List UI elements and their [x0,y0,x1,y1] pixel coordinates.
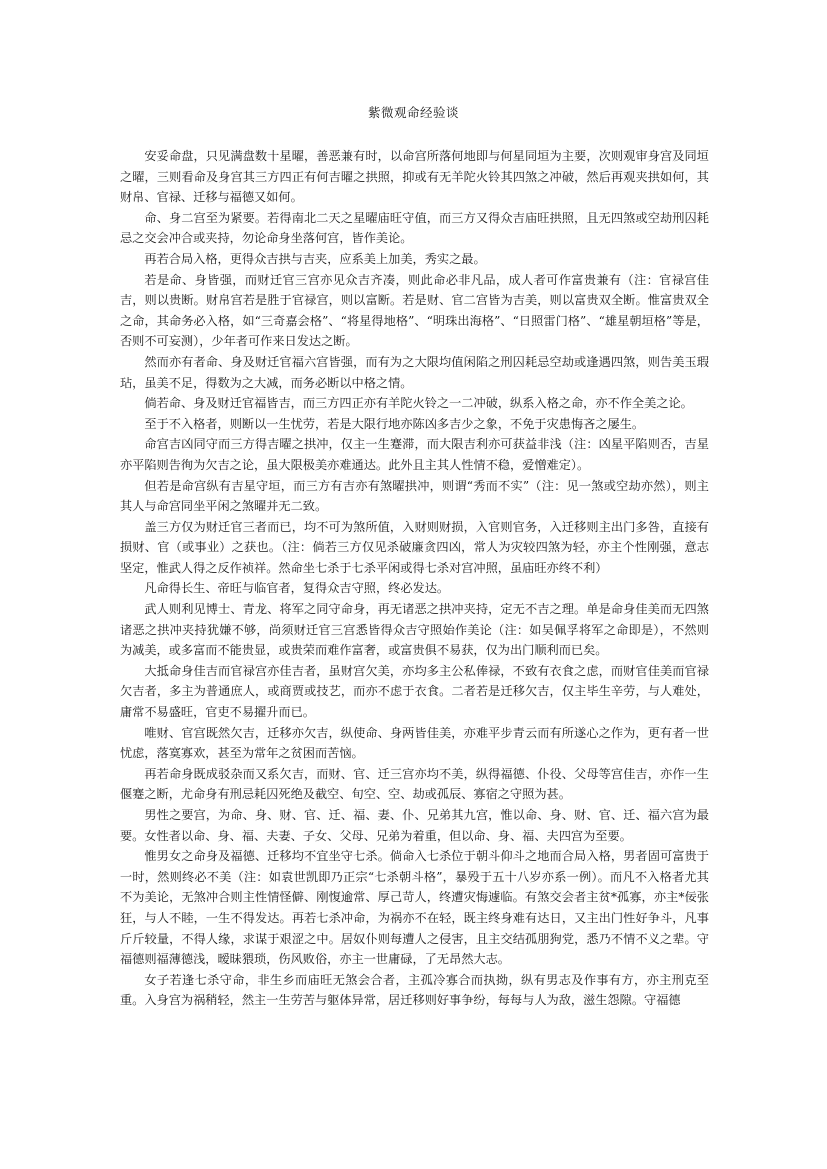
paragraph: 盖三方仅为财迁官三者而已，均不可为煞所值，入财则财损，入官则官务，入迁移则主出门多咎，直接有损财、官（或事业）之获也。（注：倘若三方仅见杀破廉贪四凶，常人为灾较四煞为轻，亦主个性刚强，意志坚定，惟武人得之反作祯祥。然命坐七杀于七杀平闲或得七杀对宫冲照，虽庙旺亦终不利） [120,519,709,575]
paragraph: 凡命得长生、帝旺与临官者，复得众吉守照，终必发达。 [144,581,450,596]
paragraph: 女子若逢七杀守命，非生乡而庙旺无煞会合者，主孤冷寡合而执拗，纵有男志及作事有方，亦主刑克至重。入身宫为祸稍轻，然主一生劳苦与躯体异常，居迁移则好事争纷，每每与人为敌，滋生怨隙。守福德 [120,972,709,1008]
paragraph: 若是命、身皆强，而财迁官三宫亦见众吉齐凑，则此命必非凡品，成人者可作富贵兼有（注：官禄宫佳吉，则以贵断。财帛宫若是胜于官禄宫，则以富断。若是财、官二宫皆为吉美，则以富贵双全断。惟富贵双全之命，其命务必入格，如“三奇嘉会格”、“将星得地格”、“明珠出海格”、“日照雷门格”、“雄星朝垣格”等是，否则不可妄测），少年者可作来日发达之断。 [120,272,709,349]
paragraph: 惟男女之命身及福德、迁移均不宜坐守七杀。倘命入七杀位于朝斗仰斗之地而合局入格，男者固可富贵于一时，然则终必不美（注：如袁世凯即乃正宗“七杀朝斗格”，暴殁于五十八岁亦系一例）。而凡不入格者尤其不为美论，无煞冲合则主性情怪僻、刚愎逾常、厚己苛人，终遭灾悔遽临。有煞交会者主贫*孤寡，亦主*佞张狂，与人不睦，一生不得发达。再若七杀冲命，为祸亦不在轻，既主终身难有达日，又主出门性好争斗，凡事斤斤较量，不得人缘，求谋于艰涩之中。居奴仆则每遭人之侵害，且主交结孤朋狗党，悉乃不情不义之辈。守福德则福薄德浅，暧昧猥琐，伤风败俗，亦主一世庸碌，了无昂然大志。 [120,849,709,967]
document-title: 紫微观命经验谈 [367,105,459,120]
paragraph: 但若是命宫纵有吉星守垣，而三方有吉亦有煞曜拱冲，则谓“秀而不实”（注：见一煞或空劫亦然），则主其人与命宫同坐平闲之煞曜并无二致。 [120,478,709,514]
paragraph: 武人则利见博士、青龙、将军之同守命身，再无诸恶之拱冲夹持，定无不吉之理。单是命身佳美而无四煞诸恶之拱冲夹持犹嫌不够，尚须财迁官三宫悉皆得众吉守照始作美论（注：如吴佩孚将军之命即是），不然则为减美，或多富而不能贵显，或贵荣而难作富奢，或富贵俱不易获，仅为出门顺利而已矣。 [120,602,709,658]
paragraph: 再若合局入格，更得众吉拱与吉夹，应系美上加美，秀实之最。 [144,251,486,266]
paragraph: 然而亦有者命、身及财迁官福六宫皆强，而有为之大限均值闲陷之刑囚耗忌空劫或逢遇四煞，则告美玉瑕玷，虽美不足，得数为之大减，而务必断以中格之情。 [120,354,709,390]
paragraph: 命、身二宫至为紧要。若得南北二天之星曜庙旺守值，而三方又得众吉庙旺拱照，且无四煞或空劫刑囚耗忌之交会冲合或夹持，勿论命身坐落何宫，皆作美论。 [120,210,709,246]
paragraph: 男性之要宫，为命、身、财、官、迁、福、妻、仆、兄弟其九宫，惟以命、身、财、官、迁、福六宫为最要。女性者以命、身、福、夫妻、子女、父母、兄弟为着重，但以命、身、福、夫四宫为至要。 [120,808,709,843]
document-body [120,146,709,1011]
paragraph: 唯财、官宫既然欠吉，迁移亦欠吉，纵使命、身两皆佳美，亦难平步青云而有所遂心之作为，更有者一世忧虑，落寞寡欢，甚至为常年之贫困而苦恼。 [120,725,709,761]
paragraph: 至于不入格者，则断以一生忧劳，若是大限行地亦陈凶多吉少之象，不免于灾患悔吝之屡生。 [144,416,645,431]
paragraph: 命宫吉凶同守而三方得吉曜之拱冲，仅主一生蹇滞，而大限吉利亦可获益非浅（注：凶星平陷则否，吉星亦平陷则告徇为欠吉之论，虽大限极美亦难通达。此外且主其人性情不稳，爱憎难定）。 [120,437,709,472]
paragraph: 倘若命、身及财迁官福皆吉，而三方四正亦有羊陀火铃之一二冲破，纵系入格之命，亦不作全美之论。 [144,396,693,411]
paragraph: 安妥命盘，只见满盘数十星曜，善恶兼有时，以命宫所落何地即与何星同垣为主要，次则观审身宫及同垣之曜，三则看命及身宫其三方四正有何吉曜之拱照，抑或有无羊陀火铃其四煞之冲破，然后再观夹拱如何，其财帛、官禄、迁移与福德又如何。 [120,149,709,205]
paragraph: 大抵命身佳吉而官禄宫亦佳吉者，虽财宫欠美，亦均多主公私俸禄，不致有衣食之虑，而财官佳美而官禄欠吉者，多主为普通庶人，或商贾或技艺，而亦不虑于衣食。二者若是迁移欠吉，仅主毕生辛劳，与人难处，庸常不易盛旺，官吏不易擢升而已。 [120,663,709,720]
paragraph: 再若命身既成驳杂而又系欠吉，而财、官、迁三宫亦均不美，纵得福德、仆役、父母等宫佳吉，亦作一生偃蹇之断，尤命身有刑忌耗囚死绝及截空、旬空、空、劫或孤辰、寡宿之守照为甚。 [120,766,709,802]
